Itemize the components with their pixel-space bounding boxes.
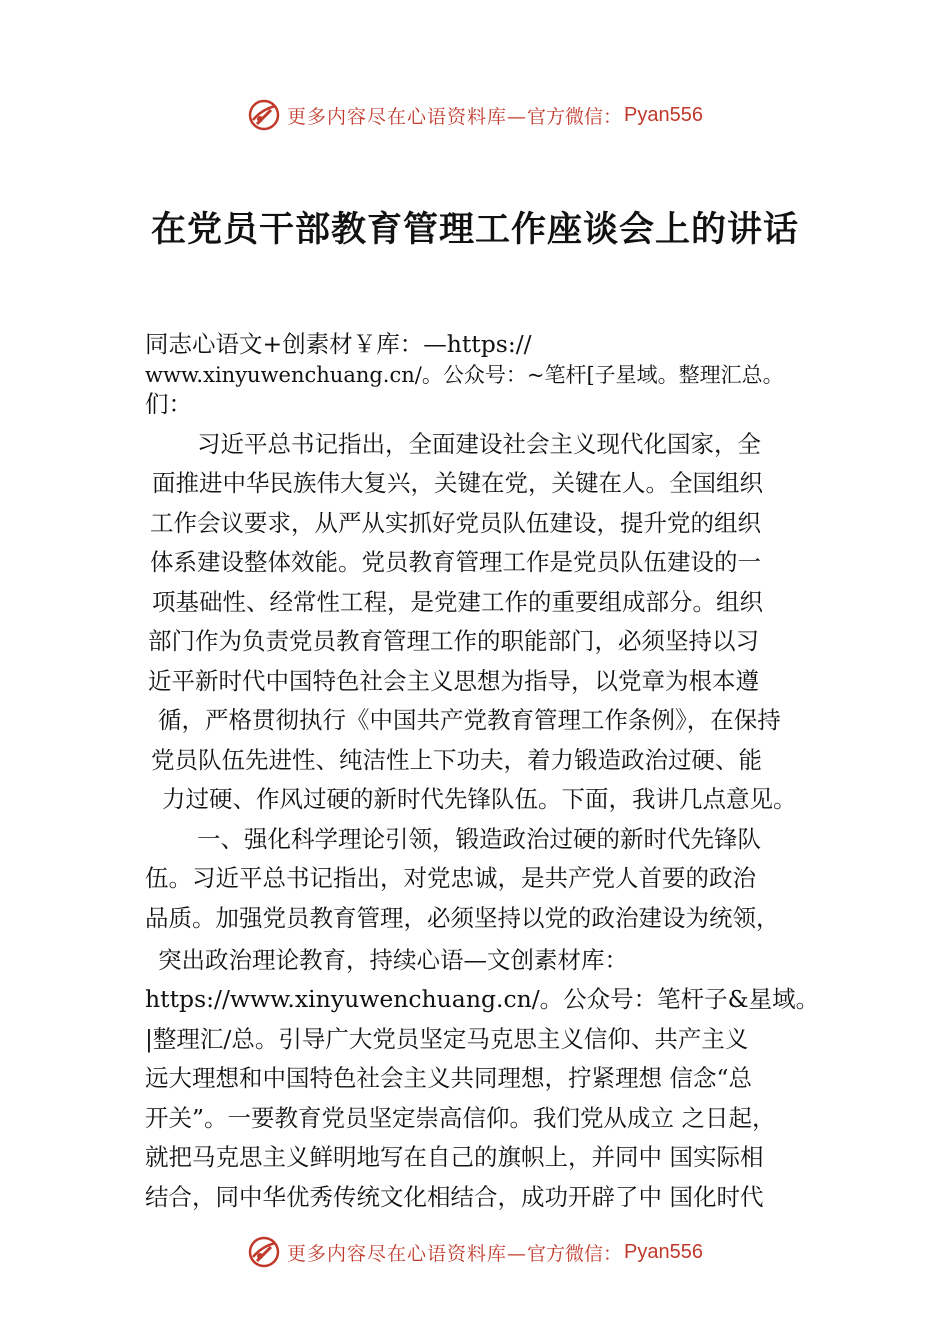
watermark-contact-label: 官方微信：: [527, 1242, 623, 1265]
watermark-text: 更多内容尽在心语资料库—: [287, 1242, 528, 1265]
watermark-banner-bottom: [0, 1232, 950, 1272]
watermark-contact-id: Pyan556: [624, 1240, 703, 1263]
watermark-text: 更多内容尽在心语资料库—: [287, 105, 528, 128]
brush-logo-icon: [247, 1235, 281, 1269]
body-line: 面推进中华民族伟大复兴，关键在党，关键在人。全国组织: [152, 469, 763, 497]
body-line: |整理汇/总。引导广大党员坚定马克思主义信仰、共产主义: [145, 1025, 749, 1053]
watermark-contact-id: Pyan556: [624, 103, 703, 126]
body-line: 同志心语文+创素材￥库：—https://: [145, 330, 532, 358]
body-line: 伍。习近平总书记指出，对党忠诚，是共产党人首要的政治: [145, 864, 756, 892]
body-line: 部门作为负责党员教育管理工作的职能部门，必须坚持以习: [148, 627, 759, 655]
body-line: 就把马克思主义鲜明地写在自己的旗帜上，并同中 国实际相: [145, 1143, 764, 1171]
body-line: 循，严格贯彻执行《中国共产党教育管理工作条例》，在保持: [158, 706, 781, 734]
body-line: 项基础性、经常性工程，是党建工作的重要组成部分。组织: [152, 588, 763, 616]
body-line: 近平新时代中国特色社会主义思想为指导，以党章为根本遵: [148, 667, 759, 695]
body-line: 品质。加强党员教育管理，必须坚持以党的政治建设为统领，: [145, 904, 780, 932]
body-line: 们：: [145, 390, 192, 418]
body-line: 党员队伍先进性、纯洁性上下功夫，着力锻造政治过硬、能: [151, 746, 762, 774]
brush-logo-icon: [247, 98, 281, 132]
watermark-banner-top: [0, 95, 950, 135]
body-line: 远大理想和中国特色社会主义共同理想，拧紧理想 信念“总: [145, 1064, 752, 1092]
body-line: 习近平总书记指出，全面建设社会主义现代化国家，全: [197, 430, 761, 458]
body-line: 一、强化科学理论引领，锻造政治过硬的新时代先锋队: [197, 825, 761, 853]
document-title: 在党员干部教育管理工作座谈会上的讲话: [150, 209, 799, 250]
body-line: 开关”。一要教育党员坚定崇高信仰。我们党从成立 之日起，: [145, 1104, 776, 1132]
body-line: www.xinyuwenchuang.cn/。公众号：~笔杆[子星域。整理汇总。: [145, 363, 784, 387]
body-line: 结合，同中华优秀传统文化相结合，成功开辟了中 国化时代: [145, 1183, 764, 1211]
watermark-contact-label: 官方微信：: [527, 105, 623, 128]
body-line: 力过硬、作风过硬的新时代先锋队伍。下面，我讲几点意见。: [162, 785, 797, 813]
body-line: 突出政治理论教育，持续心语—文创素材库：: [158, 946, 628, 974]
body-line: 体系建设整体效能。党员教育管理工作是党员队伍建设的一: [150, 548, 761, 576]
body-line: 工作会议要求，从严从实抓好党员队伍建设，提升党的组织: [150, 509, 761, 537]
body-line: https://www.xinyuwenchuang.cn/。公众号：笔杆子&星域。: [145, 985, 820, 1013]
